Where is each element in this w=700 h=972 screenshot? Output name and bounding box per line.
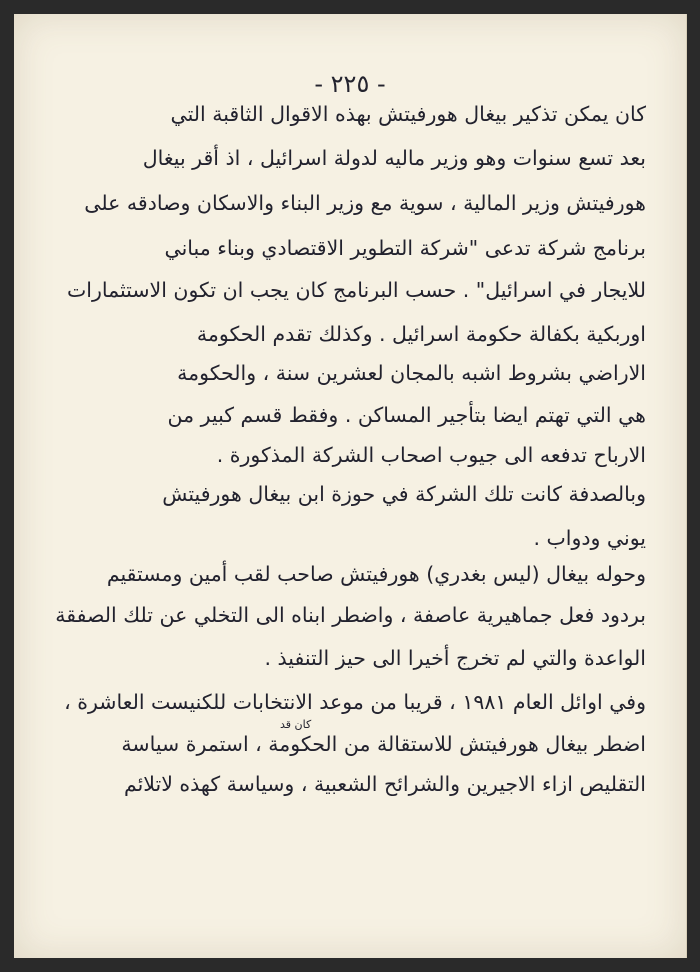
page-number: - ٢٢٥ - (314, 70, 386, 98)
text-line-15: وفي اوائل العام ١٩٨١ ، قريبا من موعد الانتخابات للكنيست العاشرة ، (64, 690, 646, 714)
text-line-12: وحوله بيغال (ليس بغدري) هورفيتش صاحب لقب أمين ومستقيم (106, 562, 646, 586)
text-line-17: التقليص ازاء الاجيرين والشرائح الشعبية ، وسياسة كهذه لاتلائم (123, 772, 646, 796)
text-line-1: كان يمكن تذكير بيغال هورفيتش بهذه الاقوال الثاقبة التي (170, 102, 646, 126)
text-line-13: بردود فعل جماهيرية عاصفة ، واضطر ابناه الى التخلي عن تلك الصفقة (55, 603, 646, 627)
text-line-7: الاراضي بشروط اشبه بالمجان لعشرين سنة ، والحكومة (177, 361, 646, 385)
text-line-4: برنامج شركة تدعى "شركة التطوير الاقتصادي وبناء مباني (164, 236, 646, 260)
text-line-5: للايجار في اسرائيل" . حسب البرنامج كان يجب ان تكون الاستثمارات (66, 278, 646, 302)
text-line-9: الارباح تدفعه الى جيوب اصحاب الشركة المذكورة . (216, 443, 646, 467)
text-line-14: الواعدة والتي لم تخرج أخيرا الى حيز التنفيذ . (264, 646, 646, 670)
text-line-3: هورفيتش وزير المالية ، سوية مع وزير البناء والاسكان وصادقه على (84, 191, 646, 215)
text-line-2: بعد تسع سنوات وهو وزير ماليه لدولة اسرائيل ، اذ أقر بيغال (142, 146, 646, 170)
text-line-6: اوربكية بكفالة حكومة اسرائيل . وكذلك تقدم الحكومة (196, 322, 646, 346)
text-line-8: هي التي تهتم ايضا بتأجير المساكن . وفقط قسم كبير من (167, 403, 646, 427)
text-line-11: يوني ودواب . (533, 526, 646, 550)
text-line-16: اضطر بيغال هورفيتش للاستقالة من الحكومة ، استمرة سياسة (121, 732, 646, 756)
text-line-10: وبالصدفة كانت تلك الشركة في حوزة ابن بيغال هورفيتش (162, 482, 646, 506)
manuscript-page (14, 14, 687, 958)
margin-insertion: كان قد (280, 718, 312, 731)
